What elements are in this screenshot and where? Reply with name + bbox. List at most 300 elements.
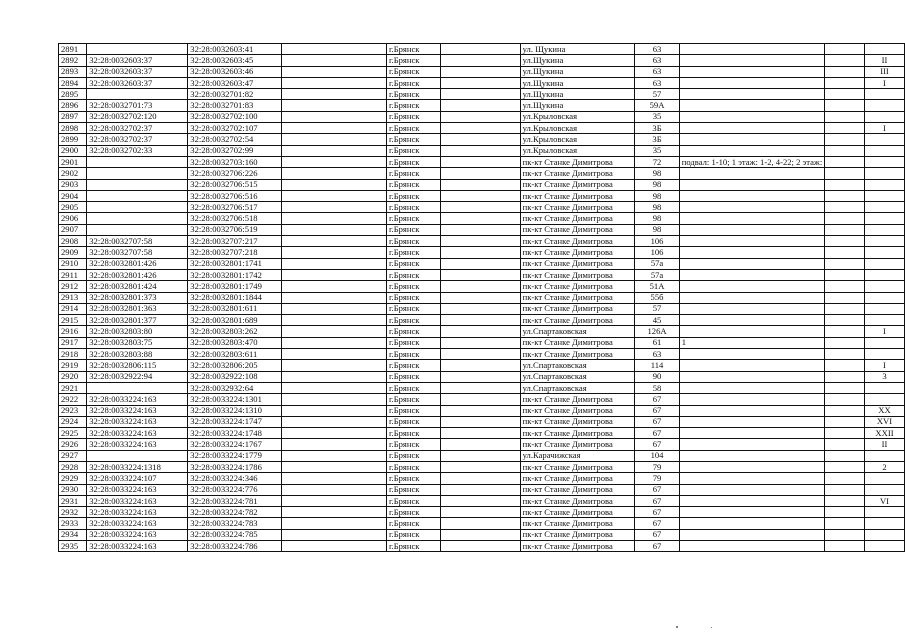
parent-cadastral-number-cell: 32:28:0032702:33 bbox=[87, 145, 188, 156]
house-number-cell: 55б bbox=[635, 292, 680, 303]
city-cell: г.Брянск bbox=[387, 405, 441, 416]
empty-cell bbox=[440, 484, 520, 495]
empty-cell bbox=[440, 77, 520, 88]
row-number-cell: 2919 bbox=[59, 360, 87, 371]
street-cell: пк-кт Станке Димитрова bbox=[520, 156, 635, 167]
empty-cell bbox=[440, 360, 520, 371]
street-cell: пк-кт Станке Димитрова bbox=[520, 507, 635, 518]
empty-cell bbox=[825, 461, 865, 472]
city-cell: г.Брянск bbox=[387, 450, 441, 461]
row-number-cell: 2916 bbox=[59, 326, 87, 337]
city-cell: г.Брянск bbox=[387, 258, 441, 269]
cadastral-number-cell: 32:28:0032703:160 bbox=[188, 156, 282, 167]
row-number-cell: 2930 bbox=[59, 484, 87, 495]
premises-note-cell bbox=[679, 44, 824, 55]
city-cell: г.Брянск bbox=[387, 236, 441, 247]
empty-cell bbox=[825, 236, 865, 247]
street-cell: пк-кт Станке Димитрова bbox=[520, 213, 635, 224]
row-number-cell: 2924 bbox=[59, 416, 87, 427]
table-row bbox=[59, 428, 905, 439]
empty-cell bbox=[440, 269, 520, 280]
premises-number-cell: II bbox=[864, 439, 904, 450]
table-row bbox=[59, 541, 905, 552]
premises-number-cell bbox=[864, 100, 904, 111]
city-cell: г.Брянск bbox=[387, 326, 441, 337]
city-cell: г.Брянск bbox=[387, 484, 441, 495]
empty-cell bbox=[282, 77, 387, 88]
street-cell: пк-кт Станке Димитрова bbox=[520, 529, 635, 540]
street-cell: ул.Крыловская bbox=[520, 111, 635, 122]
empty-cell bbox=[825, 213, 865, 224]
street-cell: ул.Щукина bbox=[520, 100, 635, 111]
cadastral-number-cell: 32:28:0032707:218 bbox=[188, 247, 282, 258]
row-number-cell: 2894 bbox=[59, 77, 87, 88]
empty-cell bbox=[440, 66, 520, 77]
cadastral-number-cell: 32:28:0033224:783 bbox=[188, 518, 282, 529]
row-number-cell: 2912 bbox=[59, 281, 87, 292]
premises-number-cell bbox=[864, 315, 904, 326]
premises-number-cell: XXII bbox=[864, 428, 904, 439]
parent-cadastral-number-cell bbox=[87, 190, 188, 201]
parent-cadastral-number-cell: 32:28:0032801:426 bbox=[87, 269, 188, 280]
premises-note-cell bbox=[679, 179, 824, 190]
premises-number-cell bbox=[864, 541, 904, 552]
empty-cell bbox=[282, 202, 387, 213]
empty-cell bbox=[825, 416, 865, 427]
empty-cell bbox=[440, 416, 520, 427]
cadastral-number-cell: 32:28:0032801:1741 bbox=[188, 258, 282, 269]
parent-cadastral-number-cell: 32:28:0033224:163 bbox=[87, 439, 188, 450]
premises-number-cell bbox=[864, 168, 904, 179]
premises-note-cell bbox=[679, 349, 824, 360]
premises-note-cell bbox=[679, 315, 824, 326]
empty-cell bbox=[282, 55, 387, 66]
premises-number-cell: I bbox=[864, 326, 904, 337]
city-cell: г.Брянск bbox=[387, 439, 441, 450]
empty-cell bbox=[825, 382, 865, 393]
row-number-cell: 2925 bbox=[59, 428, 87, 439]
empty-cell bbox=[440, 111, 520, 122]
empty-cell bbox=[282, 258, 387, 269]
premises-note-cell bbox=[679, 123, 824, 134]
parent-cadastral-number-cell: 32:28:0033224:163 bbox=[87, 541, 188, 552]
premises-note-cell bbox=[679, 224, 824, 235]
table-row bbox=[59, 111, 905, 122]
street-cell: пк-кт Станке Димитрова bbox=[520, 541, 635, 552]
parent-cadastral-number-cell: 32:28:0032803:80 bbox=[87, 326, 188, 337]
empty-cell bbox=[440, 156, 520, 167]
table-row bbox=[59, 484, 905, 495]
house-number-cell: 58 bbox=[635, 382, 680, 393]
premises-number-cell bbox=[864, 202, 904, 213]
table-row bbox=[59, 281, 905, 292]
empty-cell bbox=[282, 145, 387, 156]
parent-cadastral-number-cell bbox=[87, 44, 188, 55]
row-number-cell: 2935 bbox=[59, 541, 87, 552]
house-number-cell: 63 bbox=[635, 55, 680, 66]
row-number-cell: 2909 bbox=[59, 247, 87, 258]
empty-cell bbox=[282, 44, 387, 55]
parent-cadastral-number-cell: 32:28:0033224:163 bbox=[87, 416, 188, 427]
street-cell: ул.Щукина bbox=[520, 89, 635, 100]
row-number-cell: 2907 bbox=[59, 224, 87, 235]
house-number-cell: 98 bbox=[635, 213, 680, 224]
empty-cell bbox=[440, 405, 520, 416]
empty-cell bbox=[282, 416, 387, 427]
street-cell: пк-кт Станке Димитрова bbox=[520, 303, 635, 314]
house-number-cell: 51А bbox=[635, 281, 680, 292]
table-row bbox=[59, 134, 905, 145]
premises-number-cell: I bbox=[864, 360, 904, 371]
cadastral-number-cell: 32:28:0032706:516 bbox=[188, 190, 282, 201]
empty-cell bbox=[282, 269, 387, 280]
table-row bbox=[59, 77, 905, 88]
empty-cell bbox=[825, 495, 865, 506]
house-number-cell: 106 bbox=[635, 236, 680, 247]
premises-number-cell: I bbox=[864, 77, 904, 88]
cadastral-number-cell: 32:28:0032706:519 bbox=[188, 224, 282, 235]
empty-cell bbox=[282, 224, 387, 235]
parent-cadastral-number-cell: 32:28:0032922:94 bbox=[87, 371, 188, 382]
street-cell: ул.Карачижская bbox=[520, 450, 635, 461]
empty-cell bbox=[825, 224, 865, 235]
premises-note-cell bbox=[679, 292, 824, 303]
premises-number-cell: III bbox=[864, 66, 904, 77]
empty-cell bbox=[440, 281, 520, 292]
premises-number-cell bbox=[864, 529, 904, 540]
city-cell: г.Брянск bbox=[387, 518, 441, 529]
parent-cadastral-number-cell: 32:28:0033224:163 bbox=[87, 495, 188, 506]
register-table bbox=[58, 43, 905, 552]
scan-speck bbox=[676, 626, 678, 628]
premises-note-cell bbox=[679, 360, 824, 371]
premises-note-cell bbox=[679, 55, 824, 66]
parent-cadastral-number-cell: 32:28:0033224:1318 bbox=[87, 461, 188, 472]
empty-cell bbox=[282, 156, 387, 167]
empty-cell bbox=[282, 349, 387, 360]
empty-cell bbox=[282, 529, 387, 540]
premises-number-cell bbox=[864, 450, 904, 461]
empty-cell bbox=[825, 145, 865, 156]
premises-note-cell bbox=[679, 405, 824, 416]
premises-number-cell bbox=[864, 134, 904, 145]
cadastral-number-cell: 32:28:0032706:226 bbox=[188, 168, 282, 179]
city-cell: г.Брянск bbox=[387, 55, 441, 66]
parent-cadastral-number-cell: 32:28:0033224:163 bbox=[87, 518, 188, 529]
table-row bbox=[59, 405, 905, 416]
cadastral-number-cell: 32:28:0033224:1747 bbox=[188, 416, 282, 427]
cadastral-number-cell: 32:28:0032803:262 bbox=[188, 326, 282, 337]
table-row bbox=[59, 258, 905, 269]
premises-note-cell: подвал: 1-10; 1 этаж: 1-2, 4-22; 2 этаж: bbox=[679, 156, 824, 167]
cadastral-number-cell: 32:28:0032702:54 bbox=[188, 134, 282, 145]
cadastral-number-cell: 32:28:0033224:1310 bbox=[188, 405, 282, 416]
row-number-cell: 2903 bbox=[59, 179, 87, 190]
house-number-cell: 67 bbox=[635, 428, 680, 439]
row-number-cell: 2896 bbox=[59, 100, 87, 111]
cadastral-number-cell: 32:28:0033224:785 bbox=[188, 529, 282, 540]
empty-cell bbox=[825, 258, 865, 269]
premises-note-cell bbox=[679, 371, 824, 382]
cadastral-number-cell: 32:28:0033224:776 bbox=[188, 484, 282, 495]
empty-cell bbox=[825, 66, 865, 77]
empty-cell bbox=[440, 100, 520, 111]
empty-cell bbox=[282, 213, 387, 224]
parent-cadastral-number-cell: 32:28:0032801:426 bbox=[87, 258, 188, 269]
empty-cell bbox=[440, 326, 520, 337]
house-number-cell: 114 bbox=[635, 360, 680, 371]
premises-number-cell: II bbox=[864, 55, 904, 66]
street-cell: ул.Крыловская bbox=[520, 123, 635, 134]
house-number-cell: 67 bbox=[635, 529, 680, 540]
parent-cadastral-number-cell: 32:28:0033224:163 bbox=[87, 405, 188, 416]
house-number-cell: 3Б bbox=[635, 134, 680, 145]
premises-number-cell: XVI bbox=[864, 416, 904, 427]
premises-number-cell bbox=[864, 44, 904, 55]
house-number-cell: 98 bbox=[635, 179, 680, 190]
row-number-cell: 2926 bbox=[59, 439, 87, 450]
parent-cadastral-number-cell: 32:28:0032603:37 bbox=[87, 55, 188, 66]
empty-cell bbox=[825, 55, 865, 66]
premises-number-cell: 3 bbox=[864, 371, 904, 382]
city-cell: г.Брянск bbox=[387, 382, 441, 393]
city-cell: г.Брянск bbox=[387, 156, 441, 167]
row-number-cell: 2922 bbox=[59, 394, 87, 405]
empty-cell bbox=[825, 269, 865, 280]
cadastral-number-cell: 32:28:0032702:107 bbox=[188, 123, 282, 134]
document-sheet bbox=[58, 43, 905, 552]
empty-cell bbox=[282, 100, 387, 111]
house-number-cell: 72 bbox=[635, 156, 680, 167]
empty-cell bbox=[825, 360, 865, 371]
street-cell: ул.Спартаковская bbox=[520, 382, 635, 393]
street-cell: ул.Крыловская bbox=[520, 145, 635, 156]
table-row bbox=[59, 337, 905, 348]
table-row bbox=[59, 55, 905, 66]
parent-cadastral-number-cell bbox=[87, 382, 188, 393]
parent-cadastral-number-cell: 32:28:0032801:424 bbox=[87, 281, 188, 292]
street-cell: пк-кт Станке Димитрова bbox=[520, 224, 635, 235]
city-cell: г.Брянск bbox=[387, 123, 441, 134]
row-number-cell: 2934 bbox=[59, 529, 87, 540]
empty-cell bbox=[825, 405, 865, 416]
row-number-cell: 2920 bbox=[59, 371, 87, 382]
table-row bbox=[59, 416, 905, 427]
empty-cell bbox=[282, 123, 387, 134]
cadastral-number-cell: 32:28:0033224:1786 bbox=[188, 461, 282, 472]
row-number-cell: 2929 bbox=[59, 473, 87, 484]
city-cell: г.Брянск bbox=[387, 213, 441, 224]
empty-cell bbox=[825, 507, 865, 518]
scan-speck bbox=[711, 627, 712, 628]
empty-cell bbox=[282, 495, 387, 506]
cadastral-number-cell: 32:28:0032801:1742 bbox=[188, 269, 282, 280]
premises-number-cell bbox=[864, 179, 904, 190]
cadastral-number-cell: 32:28:0032702:99 bbox=[188, 145, 282, 156]
premises-note-cell bbox=[679, 190, 824, 201]
empty-cell bbox=[282, 428, 387, 439]
premises-number-cell bbox=[864, 190, 904, 201]
premises-note-cell bbox=[679, 236, 824, 247]
premises-number-cell bbox=[864, 484, 904, 495]
house-number-cell: 67 bbox=[635, 507, 680, 518]
premises-note-cell bbox=[679, 529, 824, 540]
house-number-cell: 104 bbox=[635, 450, 680, 461]
table-row bbox=[59, 382, 905, 393]
table-row bbox=[59, 236, 905, 247]
house-number-cell: 67 bbox=[635, 439, 680, 450]
empty-cell bbox=[440, 349, 520, 360]
city-cell: г.Брянск bbox=[387, 247, 441, 258]
street-cell: пк-кт Станке Димитрова bbox=[520, 258, 635, 269]
empty-cell bbox=[825, 156, 865, 167]
empty-cell bbox=[825, 394, 865, 405]
empty-cell bbox=[282, 394, 387, 405]
empty-cell bbox=[440, 44, 520, 55]
premises-note-cell bbox=[679, 461, 824, 472]
empty-cell bbox=[825, 439, 865, 450]
cadastral-number-cell: 32:28:0033224:346 bbox=[188, 473, 282, 484]
premises-note-cell bbox=[679, 439, 824, 450]
cadastral-number-cell: 32:28:0032803:470 bbox=[188, 337, 282, 348]
house-number-cell: 57 bbox=[635, 89, 680, 100]
cadastral-number-cell: 32:28:0032603:45 bbox=[188, 55, 282, 66]
premises-note-cell bbox=[679, 66, 824, 77]
house-number-cell: 63 bbox=[635, 66, 680, 77]
street-cell: пк-кт Станке Димитрова bbox=[520, 416, 635, 427]
empty-cell bbox=[440, 168, 520, 179]
empty-cell bbox=[282, 281, 387, 292]
empty-cell bbox=[825, 247, 865, 258]
empty-cell bbox=[440, 518, 520, 529]
premises-number-cell bbox=[864, 236, 904, 247]
empty-cell bbox=[440, 337, 520, 348]
cadastral-number-cell: 32:28:0032922:108 bbox=[188, 371, 282, 382]
parent-cadastral-number-cell: 32:28:0033224:107 bbox=[87, 473, 188, 484]
parent-cadastral-number-cell: 32:28:0033224:163 bbox=[87, 507, 188, 518]
empty-cell bbox=[282, 405, 387, 416]
empty-cell bbox=[282, 461, 387, 472]
house-number-cell: 98 bbox=[635, 202, 680, 213]
city-cell: г.Брянск bbox=[387, 111, 441, 122]
cadastral-number-cell: 32:28:0032932:64 bbox=[188, 382, 282, 393]
table-row bbox=[59, 303, 905, 314]
street-cell: пк-кт Станке Димитрова bbox=[520, 337, 635, 348]
parent-cadastral-number-cell bbox=[87, 213, 188, 224]
premises-note-cell bbox=[679, 100, 824, 111]
parent-cadastral-number-cell: 32:28:0032801:363 bbox=[87, 303, 188, 314]
house-number-cell: 35 bbox=[635, 111, 680, 122]
table-row bbox=[59, 360, 905, 371]
empty-cell bbox=[440, 428, 520, 439]
empty-cell bbox=[825, 89, 865, 100]
empty-cell bbox=[282, 134, 387, 145]
empty-cell bbox=[825, 473, 865, 484]
street-cell: пк-кт Станке Димитрова bbox=[520, 168, 635, 179]
city-cell: г.Брянск bbox=[387, 281, 441, 292]
premises-number-cell bbox=[864, 281, 904, 292]
row-number-cell: 2928 bbox=[59, 461, 87, 472]
table-row bbox=[59, 179, 905, 190]
house-number-cell: 67 bbox=[635, 416, 680, 427]
empty-cell bbox=[440, 529, 520, 540]
premises-note-cell bbox=[679, 507, 824, 518]
house-number-cell: 67 bbox=[635, 484, 680, 495]
cadastral-number-cell: 32:28:0032806:205 bbox=[188, 360, 282, 371]
city-cell: г.Брянск bbox=[387, 190, 441, 201]
city-cell: г.Брянск bbox=[387, 315, 441, 326]
city-cell: г.Брянск bbox=[387, 292, 441, 303]
register-table-body bbox=[59, 44, 905, 552]
premises-number-cell bbox=[864, 349, 904, 360]
row-number-cell: 2911 bbox=[59, 269, 87, 280]
empty-cell bbox=[825, 100, 865, 111]
empty-cell bbox=[282, 326, 387, 337]
premises-number-cell bbox=[864, 394, 904, 405]
premises-note-cell bbox=[679, 484, 824, 495]
house-number-cell: 63 bbox=[635, 77, 680, 88]
street-cell: пк-кт Станке Димитрова bbox=[520, 236, 635, 247]
premises-note-cell bbox=[679, 303, 824, 314]
empty-cell bbox=[825, 168, 865, 179]
row-number-cell: 2893 bbox=[59, 66, 87, 77]
empty-cell bbox=[825, 281, 865, 292]
table-row bbox=[59, 315, 905, 326]
city-cell: г.Брянск bbox=[387, 134, 441, 145]
city-cell: г.Брянск bbox=[387, 202, 441, 213]
street-cell: пк-кт Станке Димитрова bbox=[520, 473, 635, 484]
premises-note-cell bbox=[679, 541, 824, 552]
cadastral-number-cell: 32:28:0032801:689 bbox=[188, 315, 282, 326]
table-row bbox=[59, 450, 905, 461]
house-number-cell: 57а bbox=[635, 269, 680, 280]
cadastral-number-cell: 32:28:0032603:46 bbox=[188, 66, 282, 77]
city-cell: г.Брянск bbox=[387, 507, 441, 518]
table-row bbox=[59, 349, 905, 360]
city-cell: г.Брянск bbox=[387, 541, 441, 552]
city-cell: г.Брянск bbox=[387, 89, 441, 100]
premises-note-cell bbox=[679, 382, 824, 393]
row-number-cell: 2905 bbox=[59, 202, 87, 213]
house-number-cell: 90 bbox=[635, 371, 680, 382]
table-row bbox=[59, 326, 905, 337]
table-row bbox=[59, 473, 905, 484]
row-number-cell: 2933 bbox=[59, 518, 87, 529]
empty-cell bbox=[282, 337, 387, 348]
premises-number-cell bbox=[864, 473, 904, 484]
empty-cell bbox=[440, 213, 520, 224]
empty-cell bbox=[282, 303, 387, 314]
house-number-cell: 67 bbox=[635, 518, 680, 529]
house-number-cell: 67 bbox=[635, 541, 680, 552]
house-number-cell: 126А bbox=[635, 326, 680, 337]
premises-number-cell bbox=[864, 518, 904, 529]
row-number-cell: 2891 bbox=[59, 44, 87, 55]
empty-cell bbox=[282, 382, 387, 393]
row-number-cell: 2895 bbox=[59, 89, 87, 100]
premises-note-cell bbox=[679, 213, 824, 224]
city-cell: г.Брянск bbox=[387, 179, 441, 190]
empty-cell bbox=[282, 292, 387, 303]
premises-number-cell bbox=[864, 156, 904, 167]
table-row bbox=[59, 145, 905, 156]
premises-note-cell bbox=[679, 111, 824, 122]
table-row bbox=[59, 168, 905, 179]
cadastral-number-cell: 32:28:0033224:1748 bbox=[188, 428, 282, 439]
parent-cadastral-number-cell: 32:28:0032701:73 bbox=[87, 100, 188, 111]
street-cell: ул.Спартаковская bbox=[520, 326, 635, 337]
empty-cell bbox=[440, 382, 520, 393]
